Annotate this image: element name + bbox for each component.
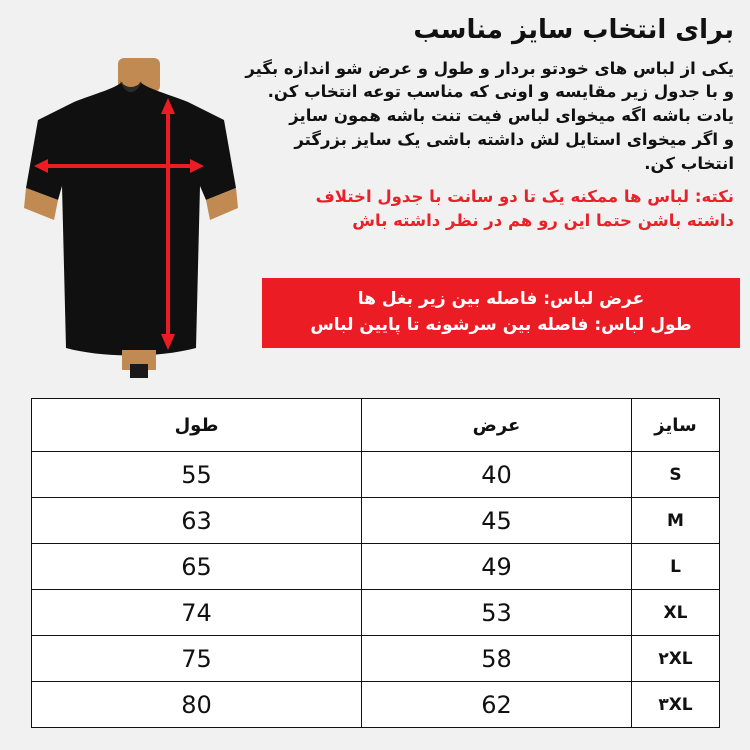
header-width: عرض	[362, 399, 632, 452]
cell-width: 62	[362, 682, 632, 728]
cell-size: S	[632, 452, 720, 498]
intro-paragraph	[245, 57, 734, 177]
cell-length: 65	[32, 544, 362, 590]
cell-width: 45	[362, 498, 632, 544]
measurement-definition-box	[262, 278, 740, 348]
cell-length: 75	[32, 636, 362, 682]
intro-line-4: و اگر میخوای استایل لش داشته باشی یک سایز بزرگتر	[294, 130, 734, 150]
cell-length: 74	[32, 590, 362, 636]
cell-length: 55	[32, 452, 362, 498]
cell-size: XL	[632, 590, 720, 636]
table-row	[32, 544, 720, 590]
size-table	[31, 398, 720, 728]
cell-width: 53	[362, 590, 632, 636]
mannequin-stand-post	[130, 364, 148, 378]
header-size: سایز	[632, 399, 720, 452]
cell-width: 58	[362, 636, 632, 682]
tshirt-diagram	[18, 58, 240, 378]
cell-size: M	[632, 498, 720, 544]
table-row	[32, 452, 720, 498]
table-row	[32, 682, 720, 728]
page-title: برای انتخاب سایز مناسب	[413, 15, 734, 45]
definition-width: عرض لباس: فاصله بین زیر بغل ها	[357, 289, 645, 309]
table-row	[32, 636, 720, 682]
intro-line-3: یادت باشه اگه میخوای لباس فیت تنت باشه همون سایز	[289, 106, 734, 126]
cell-length: 63	[32, 498, 362, 544]
intro-line-5: انتخاب کن.	[644, 154, 734, 174]
definition-length: طول لباس: فاصله بین سرشونه تا پایین لباس	[310, 314, 692, 335]
cell-size: ۳XL	[632, 682, 720, 728]
size-table-wrapper	[32, 398, 720, 728]
tolerance-note	[248, 185, 734, 233]
table-row	[32, 498, 720, 544]
intro-text-column	[245, 8, 738, 233]
intro-line-1: یکی از لباس های خودتو بردار و طول و عرض شو اندازه بگیر	[245, 58, 734, 78]
cell-width: 40	[362, 452, 632, 498]
cell-size: ۲XL	[632, 636, 720, 682]
intro-line-2: و با جدول زیر مقایسه و اونی که مناسب توعه انتخاب کن.	[267, 82, 734, 102]
cell-width: 49	[362, 544, 632, 590]
cell-length: 80	[32, 682, 362, 728]
table-header-row	[32, 399, 720, 452]
note-line-1: نکته: لباس ها ممکنه یک تا دو سانت با جدول اختلاف	[315, 187, 734, 207]
cell-size: L	[632, 544, 720, 590]
header-length: طول	[32, 399, 362, 452]
table-row	[32, 590, 720, 636]
tshirt-body	[26, 82, 236, 356]
note-line-2: داشته باشن حتما این رو هم در نظر داشته باش	[352, 211, 734, 231]
